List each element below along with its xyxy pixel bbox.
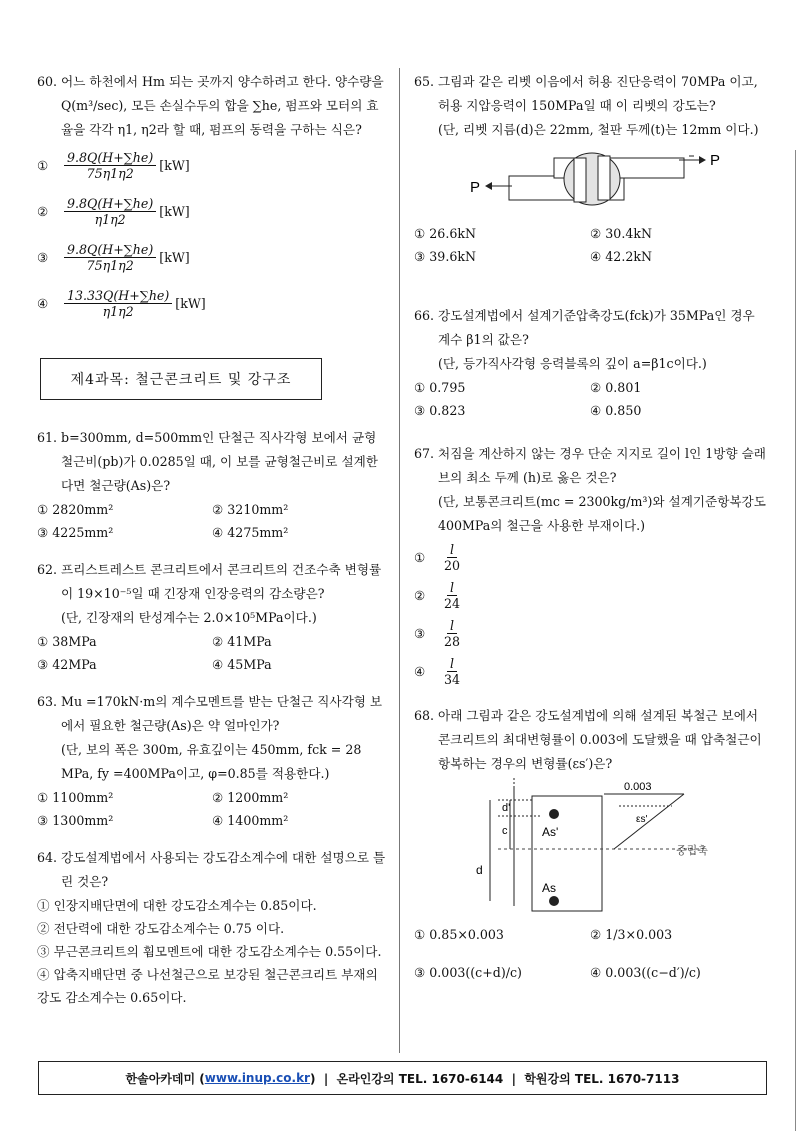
right-arrow-head [699,156,706,164]
q61-option-1[interactable]: ① 2820mm² [37,502,114,517]
q62-option-2[interactable]: ② 41MPa [212,634,272,649]
question-68-text: 68. 아래 그림과 같은 강도설계법에 의해 설계된 복철근 보에서 콘크리트의 최대변형률이 0.003에 도달했을 때 압축철근이 항복하는 경우의 변형률(εs′)은? [414,708,762,771]
q68-option-2[interactable]: ② 1/3×0.003 [590,927,673,942]
column-divider [399,68,400,1053]
q66-option-2[interactable]: ② 0.801 [590,380,642,395]
q66-option-4[interactable]: ④ 0.850 [590,403,642,418]
q60-option-2[interactable]: ② $\frac{9.8Q(H+\sum he)}{\eta 1\eta 2}$ [kW] [37,195,190,227]
d-prime-label: d' [502,802,511,814]
q62-option-4[interactable]: ④ 45MPa [212,657,272,672]
q63-option-3[interactable]: ③ 1300mm² [37,813,114,828]
q66-option-1[interactable]: ① 0.795 [414,380,466,395]
q68-option-1[interactable]: ① 0.85×0.003 [414,927,504,942]
rivet-shank-left [574,158,586,202]
q64-option-4[interactable]: ④ 압축지배단면 중 나선철근으로 보강된 철근콘크리트 부재의 강도 감소계수는 0.65이다. [37,967,378,1005]
question-61 [37,426,387,498]
question-60-text: 60. 어느 하천에서 Hm 되는 곳까지 양수하려고 한다. 양수량을 Q(m³/sec), 모든 손실수두의 합을 ∑he, 펌프와 모터의 효율을 각각 η1, η2라 할 때, 펌프의 동력을 구하는 식은? [37,74,384,137]
q62-option-1[interactable]: ① 38MPa [37,634,97,649]
q63-option-4[interactable]: ④ 1400mm² [212,813,289,828]
force-label-left: P [470,179,481,196]
question-66 [414,304,766,376]
q65-option-1[interactable]: ① 26.6kN [414,226,476,241]
question-61-text: 61. b=300mm, d=500mm인 단철근 직사각형 보에서 균형철근비(pb)가 0.0285일 때, 이 보를 균형철근비로 설계한다면 철근량(As)은? [37,430,378,493]
q60-option-4[interactable]: ④ $\frac{13.33Q(H+\sum he)}{\eta 1\eta 2}$ [kW] [37,287,206,319]
q67-option-2[interactable]: ② $\frac{l}{24}$ [414,579,461,611]
question-64-options [37,894,387,1009]
q63-option-2[interactable]: ② 1200mm² [212,790,289,805]
q67-option-1[interactable]: ① $\frac{l}{20}$ [414,541,461,573]
q66-option-3[interactable]: ③ 0.823 [414,403,466,418]
as-label: As [542,881,557,895]
footer-org: 한솔아카데미 ( [125,1071,205,1086]
eps-label: εs' [636,814,648,825]
right-column [414,70,766,992]
question-66-text: 66. 강도설계법에서 설계기준압축강도(fck)가 35MPa인 경우 계수 β1의 값은? [414,308,755,347]
question-60 [37,70,387,142]
question-67-options [414,538,766,690]
neutral-axis-label: 중립축 [676,845,708,857]
q60-option-3[interactable]: ③ $\frac{9.8Q(H+\sum he)}{75\eta 1\eta 2}$ [kW] [37,241,190,273]
question-63-text: 63. Mu =170kN·m의 계수모멘트를 받는 단철근 직사각형 보에서 필요한 철근량(As)은 약 얼마인가? [37,694,383,733]
strain-value-label: 0.003 [624,781,652,793]
q62-option-3[interactable]: ③ 42MPa [37,657,97,672]
question-66-options [414,376,766,422]
force-label-right: P [710,152,721,169]
c-label: c [502,825,508,837]
strain-diagram-line [614,794,684,849]
question-67 [414,442,766,538]
question-63 [37,690,387,786]
question-65-note: (단, 리벳 지름(d)은 22mm, 철판 두께(t)는 12mm 이다.) [437,122,759,137]
subject-title-box: 제4과목: 철근콘크리트 및 강구조 [40,358,322,400]
rivet-joint-figure [414,142,766,222]
q68-option-4[interactable]: ④ 0.003((c−d′)/c) [590,965,701,980]
question-65-options [414,222,766,268]
question-61-options [37,498,387,544]
rivet-head [564,153,620,205]
q61-option-2[interactable]: ② 3210mm² [212,502,289,517]
question-65 [414,70,766,142]
q67-option-3[interactable]: ③ $\frac{l}{28}$ [414,617,461,649]
question-67-note: (단, 보통콘크리트(mc = 2300kg/m³)와 설계기준항복강도 400MPa의 철근을 사용한 부재이다.) [437,494,766,533]
question-64-text: 64. 강도설계법에서 사용되는 강도감소계수에 대한 설명으로 틀린 것은? [37,850,386,889]
question-62-note: (단, 긴장재의 탄성계수는 2.0×10⁵MPa이다.) [60,610,317,625]
q60-option-1[interactable]: ① $\frac{9.8Q(H+\sum he)}{75\eta 1\eta 2}$ [kW] [37,149,190,181]
question-67-text: 67. 처짐을 계산하지 않는 경우 단순 지지로 길이 l인 1방향 슬래브의 최소 두께 (h)로 옳은 것은? [414,446,766,485]
question-68 [414,704,766,776]
left-column [37,70,387,1009]
question-66-note: (단, 등가직사각형 응력블록의 깊이 a=β1c이다.) [437,356,707,371]
question-62-text: 62. 프리스트레스트 콘크리트에서 콘크리트의 건조수축 변형률이 19×10⁻⁵일 때 긴장재 인장응력의 감소량은? [37,562,382,601]
q65-option-2[interactable]: ② 30.4kN [590,226,652,241]
question-64 [37,846,387,894]
tension-steel [549,896,559,906]
question-63-options [37,786,387,832]
q64-option-3[interactable]: ③ 무근콘크리트의 휨모멘트에 대한 강도감소계수는 0.55이다. [37,944,382,959]
footer-contact: ) | 온라인강의 TEL. 1670-6144 | 학원강의 TEL. 1670-7113 [309,1071,680,1086]
q68-option-3[interactable]: ③ 0.003((c+d)/c) [414,965,522,980]
q64-option-1[interactable]: ① 인장지배단면에 대한 강도감소계수는 0.85이다. [37,898,317,913]
doubly-reinforced-beam-figure [414,776,766,916]
question-62 [37,558,387,630]
left-arrow-head [485,182,492,190]
q61-option-4[interactable]: ④ 4275mm² [212,525,289,540]
rivet-shank-right [598,156,610,200]
question-60-options [37,142,387,326]
question-63-note: (단, 보의 폭은 300m, 유효깊이는 450mm, fck = 28 MPa, fy =400MPa이고, φ=0.85를 적용한다.) [60,742,362,781]
footer-bar [38,1061,767,1095]
q67-option-4[interactable]: ④ $\frac{l}{34}$ [414,655,461,687]
page-edge-line [795,150,796,1131]
q63-option-1[interactable]: ① 1100mm² [37,790,114,805]
d-label: d [476,863,483,877]
question-65-text: 65. 그림과 같은 리벳 이음에서 허용 진단응력이 70MPa 이고, 허용 지압응력이 150MPa일 때 이 리벳의 강도는? [414,74,758,113]
footer-url-link[interactable]: www.inup.co.kr [204,1071,310,1085]
question-68-options [414,916,766,992]
q64-option-2[interactable]: ② 전단력에 대한 강도감소계수는 0.75 이다. [37,921,285,936]
question-62-options [37,630,387,676]
q65-option-4[interactable]: ④ 42.2kN [590,249,652,264]
q61-option-3[interactable]: ③ 4225mm² [37,525,114,540]
as-prime-label: As' [542,825,559,839]
compression-steel [549,809,559,819]
q65-option-3[interactable]: ③ 39.6kN [414,249,476,264]
